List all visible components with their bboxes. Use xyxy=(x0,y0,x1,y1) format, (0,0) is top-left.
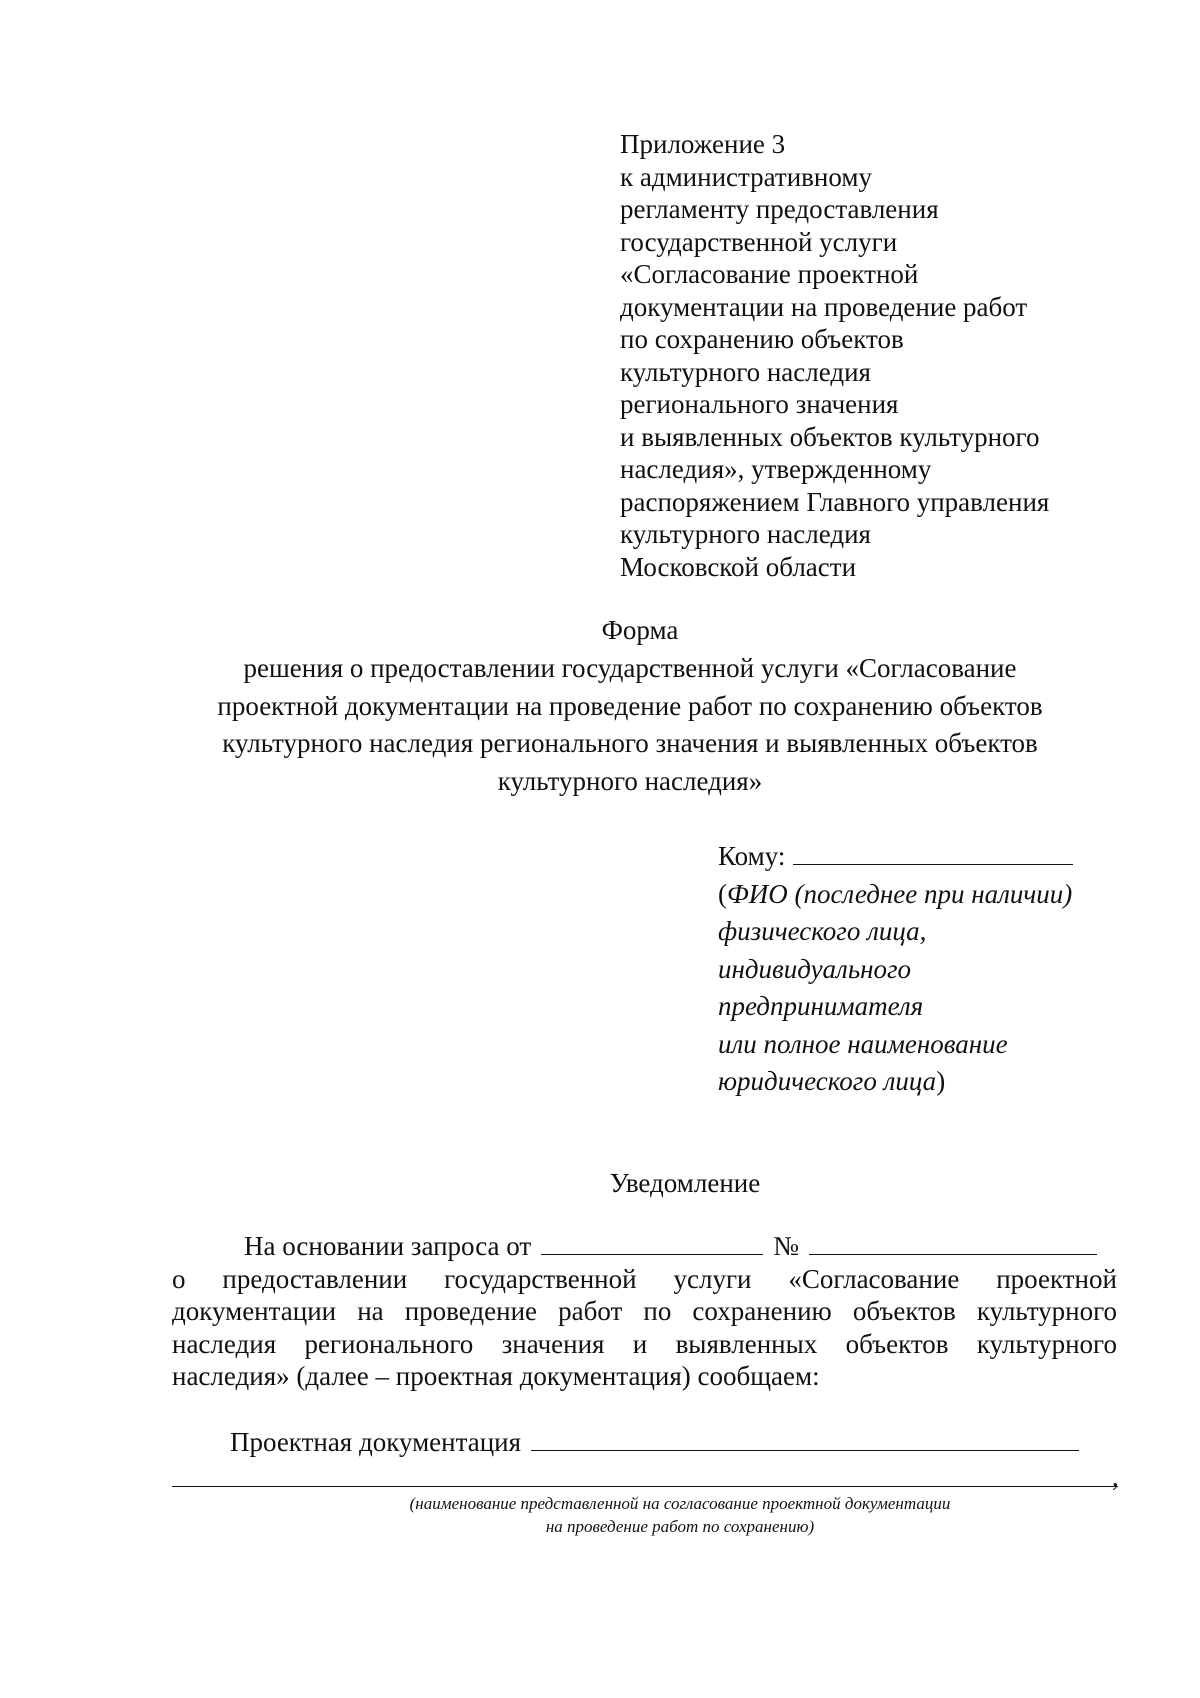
form-title: Форма xyxy=(601,615,679,645)
body-word: наследия xyxy=(172,1328,277,1359)
project-docs-label: Проектная документация xyxy=(230,1427,522,1457)
recipient-hint: предпринимателя xyxy=(718,991,924,1021)
request-number-field[interactable] xyxy=(809,1228,1097,1255)
body-word: проектной xyxy=(996,1263,1117,1294)
request-date-field[interactable] xyxy=(541,1228,763,1255)
recipient-hint-line xyxy=(718,876,1178,914)
open-paren: ( xyxy=(718,878,727,909)
appendix-line: и выявленных объектов культурного xyxy=(620,421,1040,452)
project-docs-line xyxy=(230,1424,1079,1460)
body-word: предоставлении xyxy=(222,1263,408,1294)
form-subtitle-line: проектной документации на проведение работ по сохранению объектов xyxy=(217,690,1043,721)
body-row xyxy=(172,1295,1117,1328)
body-word: сохранению xyxy=(692,1296,832,1326)
body-word: культурного xyxy=(976,1328,1117,1359)
field-caption xyxy=(300,1492,1060,1538)
recipient-block xyxy=(718,838,1178,1101)
appendix-line: Московской области xyxy=(620,551,857,582)
recipient-to-line xyxy=(718,838,1178,876)
appendix-line: распоряжением Главного управления xyxy=(620,486,1050,517)
project-docs-continuation-field[interactable] xyxy=(172,1486,1118,1487)
body-word: по xyxy=(643,1296,672,1326)
appendix-line: регионального значения xyxy=(620,389,899,419)
body-word: объектов xyxy=(852,1296,956,1326)
recipient-name-field[interactable] xyxy=(793,838,1073,865)
appendix-line: государственной услуги xyxy=(620,226,898,257)
recipient-label: Кому: xyxy=(718,841,786,871)
recipient-hint: или полное наименование xyxy=(718,1028,1008,1059)
form-subtitle xyxy=(180,650,1080,800)
body-row xyxy=(172,1360,1117,1393)
request-line xyxy=(172,1228,1117,1263)
appendix-line: культурного наследия xyxy=(620,356,871,387)
request-prefix: На основании запроса от xyxy=(244,1231,532,1261)
appendix-line: документации на проведение работ xyxy=(620,291,1028,322)
body-word: на xyxy=(357,1296,384,1326)
form-subtitle-line: культурного наследия» xyxy=(497,765,763,796)
appendix-line: к административному xyxy=(620,161,872,192)
body-row xyxy=(172,1263,1117,1296)
close-paren: ) xyxy=(936,1066,946,1096)
body-word: регионального xyxy=(304,1328,474,1359)
appendix-block xyxy=(620,128,1140,583)
body-word: государственной xyxy=(444,1263,637,1294)
body-word: о xyxy=(172,1263,186,1294)
appendix-line: регламенту предоставления xyxy=(620,194,939,224)
body-word: и xyxy=(632,1328,648,1359)
appendix-line: Приложение 3 xyxy=(620,129,786,159)
trailing-comma: , xyxy=(1112,1462,1119,1492)
appendix-line: наследия», утвержденному xyxy=(620,454,932,484)
caption-line: (наименование представленной на согласование проектной документации xyxy=(409,1494,951,1513)
body-word: «Согласование xyxy=(788,1263,960,1294)
recipient-hint: юридического лица xyxy=(718,1066,937,1096)
caption-line: на проведение работ по сохранению) xyxy=(545,1517,815,1536)
notice-body xyxy=(172,1228,1117,1393)
body-word: выявленных xyxy=(675,1328,818,1359)
project-docs-field[interactable] xyxy=(531,1424,1079,1451)
recipient-hint: ФИО (последнее при наличии) xyxy=(727,878,1073,909)
recipient-hint-line xyxy=(718,1063,1178,1101)
appendix-line: культурного наследия xyxy=(620,519,871,549)
form-subtitle-line: культурного наследия регионального значения и выявленных объектов xyxy=(222,728,1038,758)
body-word: проведение xyxy=(404,1296,538,1326)
appendix-line: по сохранению объектов xyxy=(620,324,904,354)
appendix-line: «Согласование проектной xyxy=(620,259,919,289)
notice-title: Уведомление xyxy=(609,1168,761,1198)
number-sign: № xyxy=(773,1231,799,1261)
body-word: работ xyxy=(558,1296,623,1326)
body-word: значения xyxy=(501,1328,605,1359)
body-last-line: наследия» (далее – проектная документация) сообщаем: xyxy=(172,1361,820,1391)
body-word: услуги xyxy=(673,1263,752,1294)
body-word: объектов xyxy=(845,1328,949,1359)
body-word: документации xyxy=(172,1296,337,1326)
body-word: культурного xyxy=(976,1296,1117,1326)
recipient-hint: физического лица, xyxy=(718,916,927,946)
body-row xyxy=(172,1328,1117,1361)
recipient-hint: индивидуального xyxy=(718,953,912,984)
form-subtitle-line: решения о предоставлении государственной услуги «Согласование xyxy=(243,653,1017,683)
